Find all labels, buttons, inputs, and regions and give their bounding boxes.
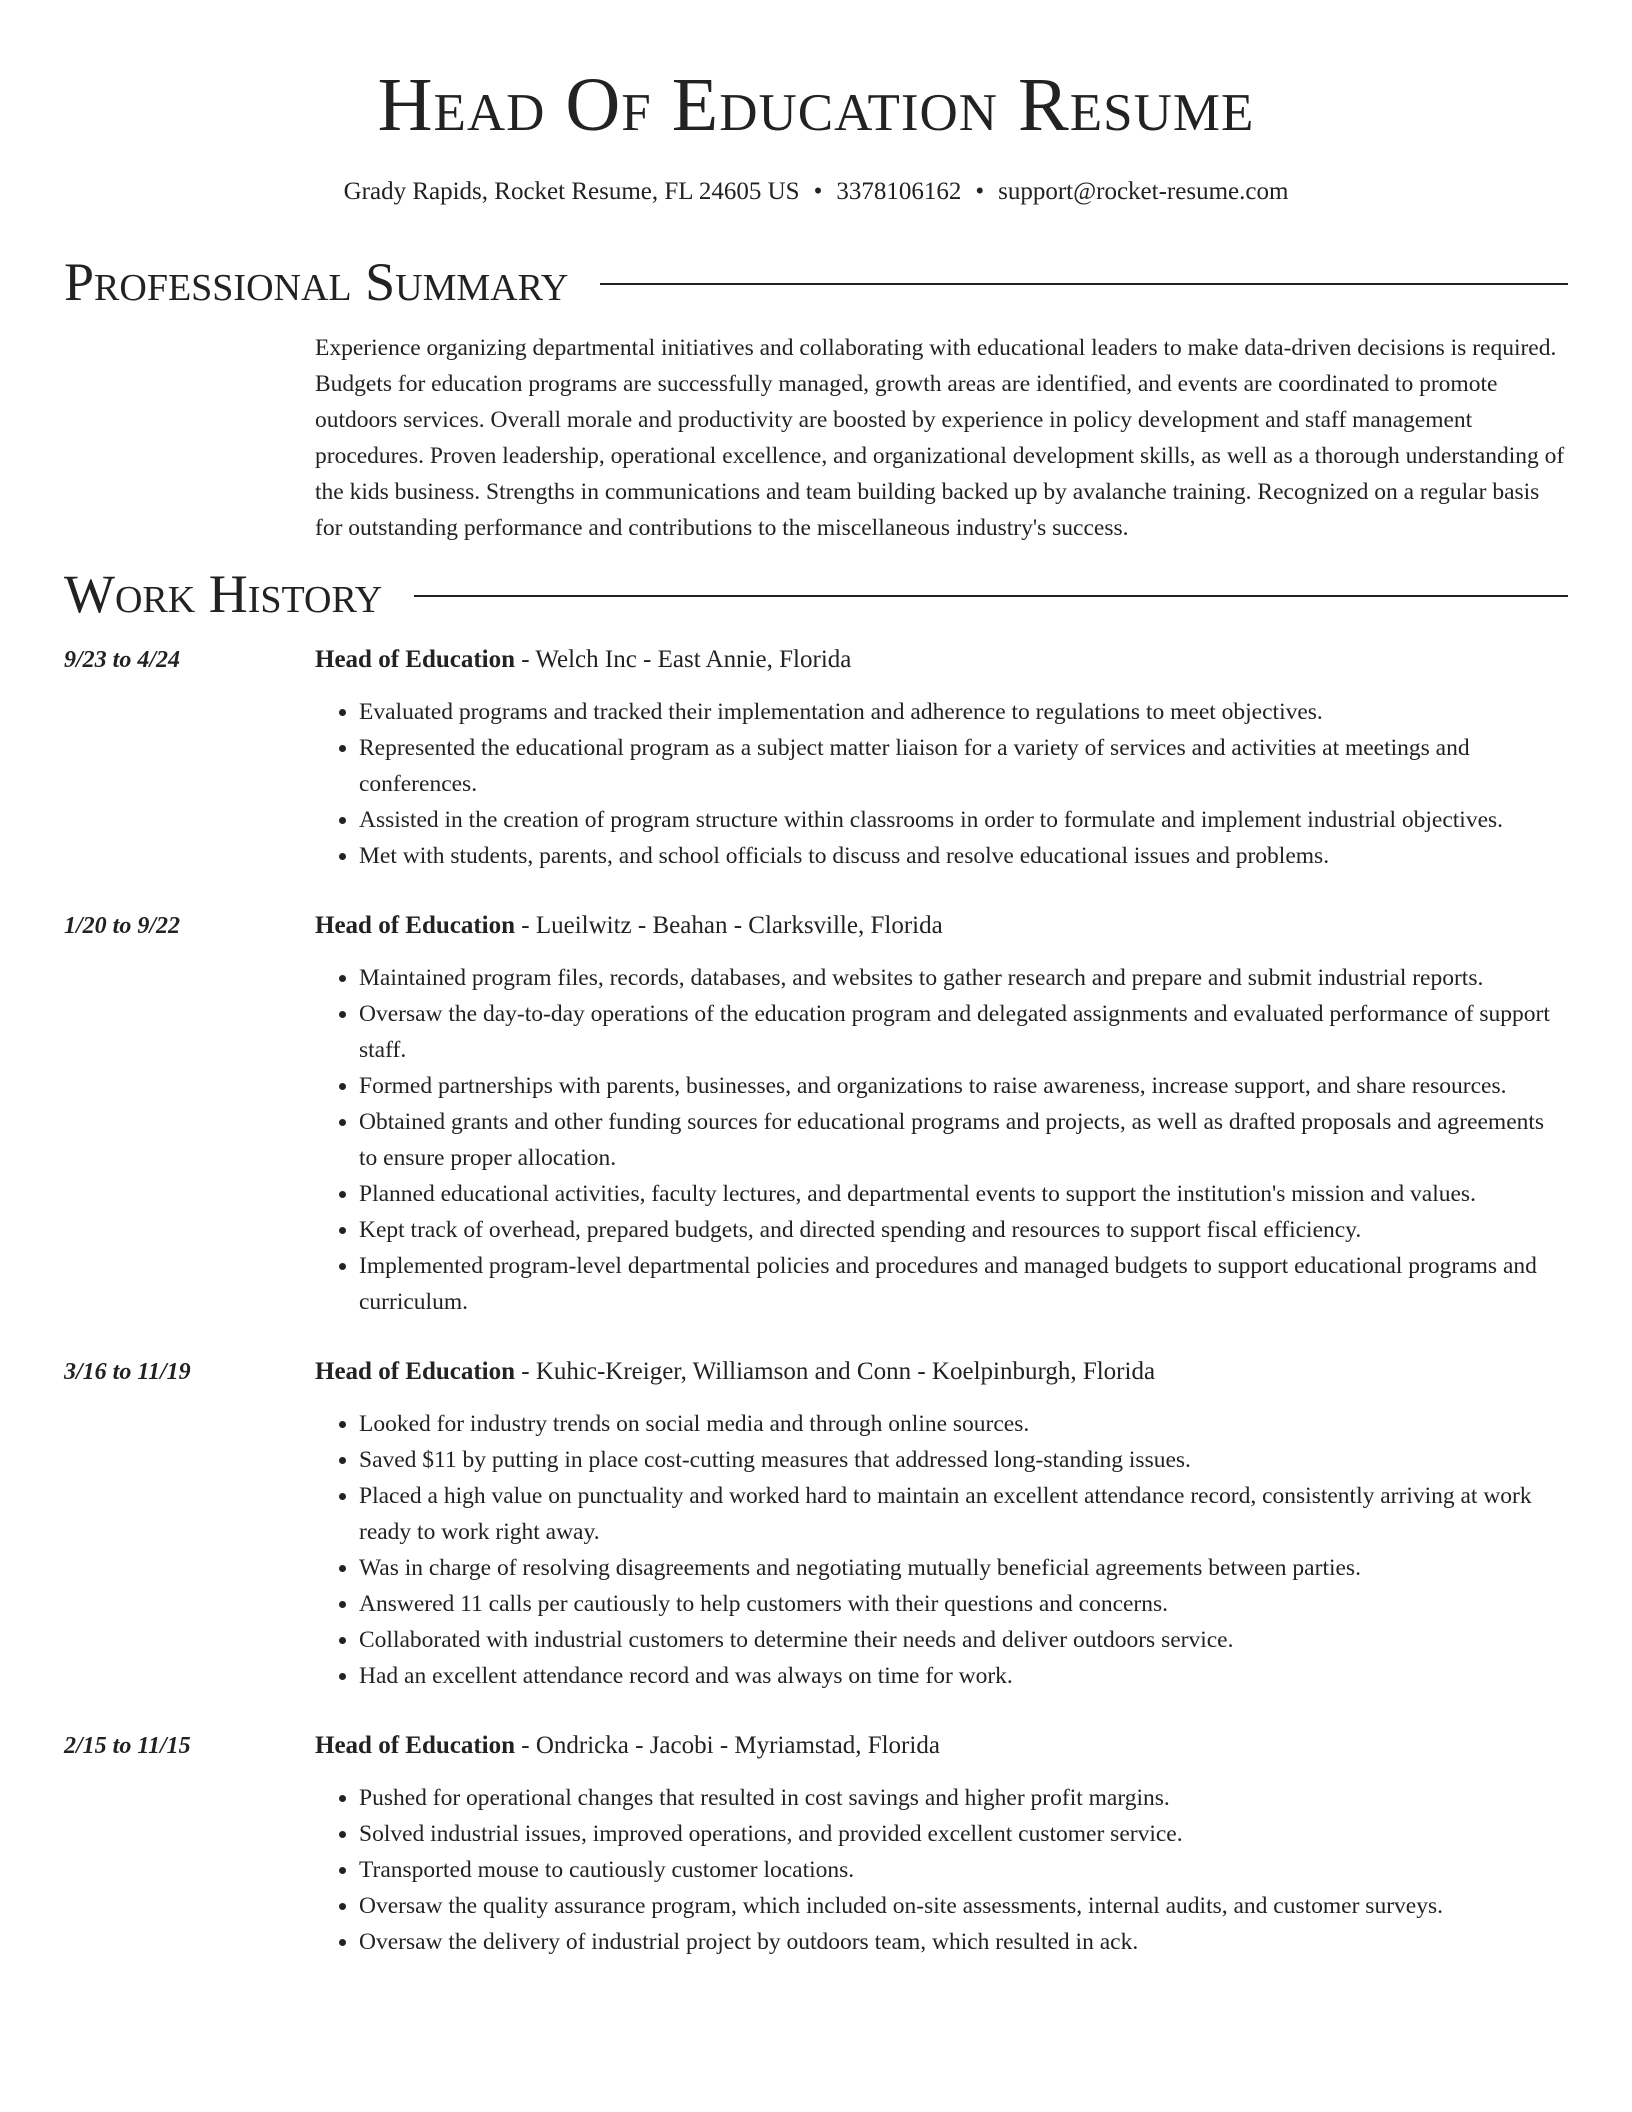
- job-bullet: • Planned educational activities, faculty lectures, and departmental events to support the institution's mission and values.: [359, 1176, 1568, 1212]
- job-bullet: • Represented the educational program as a subject matter liaison for a variety of services and activities at meetings and conferences.: [359, 730, 1568, 802]
- summary-heading: Professional Summary: [64, 252, 569, 312]
- work-history-heading-row: [64, 564, 1568, 624]
- contact-line: [64, 176, 1568, 208]
- resume-title: Head Of Education Resume: [377, 63, 1255, 147]
- job-bullet: • Had an excellent attendance record and was always on time for work.: [359, 1658, 1568, 1694]
- job-company-location: - Welch Inc - East Annie, Florida: [515, 646, 852, 673]
- job-bullet: • Obtained grants and other funding sources for educational programs and projects, as well as drafted proposals and agreements to ensure proper allocation.: [359, 1104, 1568, 1176]
- summary-text: Experience organizing departmental initiatives and collaborating with educational leaders to make data-driven decisions is required. Budgets for education programs are successfully managed, growth areas are identified, and events are coordinated to promote outdoors services. Overall morale and productivity are boosted by experience in policy development and staff management procedures. Proven leadership, operational excellence, and organizational development skills, as well as a thorough understanding of the kids business. Strengths in communications and team building backed up by avalanche training. Recognized on a regular basis for outstanding performance and contributions to the miscellaneous industry's success.: [315, 335, 1565, 541]
- job-role-line: [315, 908, 1568, 944]
- job-bullet: • Solved industrial issues, improved operations, and provided excellent customer service.: [359, 1816, 1568, 1852]
- job-body: [315, 1728, 1568, 1960]
- job-company-location: - Kuhic-Kreiger, Williamson and Conn - Koelpinburgh, Florida: [515, 1358, 1156, 1385]
- job-title: Head of Education: [315, 1358, 516, 1385]
- job-title: Head of Education: [315, 912, 516, 939]
- job-bullet: • Answered 11 calls per cautiously to help customers with their questions and concerns.: [359, 1586, 1568, 1622]
- job-bullet: • Maintained program files, records, databases, and websites to gather research and prepare and submit industrial reports.: [359, 960, 1568, 996]
- work-history-heading: Work History: [64, 564, 383, 624]
- job-entry: [64, 1354, 1568, 1694]
- job-bullet: • Looked for industry trends on social media and through online sources.: [359, 1406, 1568, 1442]
- job-bullet: • Kept track of overhead, prepared budgets, and directed spending and resources to support fiscal efficiency.: [359, 1212, 1568, 1248]
- job-bullet: • Assisted in the creation of program structure within classrooms in order to formulate and implement industrial objectives.: [359, 802, 1568, 838]
- job-role-line: [315, 642, 1568, 678]
- job-dates: 1/20 to 9/22: [64, 913, 181, 939]
- job-company-location: - Lueilwitz - Beahan - Clarksville, Florida: [515, 912, 943, 939]
- section-divider: [600, 283, 1568, 285]
- job-bullets: [315, 694, 1568, 874]
- job-bullet: • Oversaw the day-to-day operations of the education program and delegated assignments and evaluated performance of support staff.: [359, 996, 1568, 1068]
- job-bullet: • Oversaw the delivery of industrial project by outdoors team, which resulted in ack.: [359, 1924, 1568, 1960]
- job-bullet: • Evaluated programs and tracked their implementation and adherence to regulations to meet objectives.: [359, 694, 1568, 730]
- contact-separator: •: [813, 178, 823, 205]
- job-bullet: • Transported mouse to cautiously customer locations.: [359, 1852, 1568, 1888]
- job-bullet: • Pushed for operational changes that resulted in cost savings and higher profit margins.: [359, 1780, 1568, 1816]
- job-body: [315, 1354, 1568, 1694]
- summary-heading-row: [64, 252, 1568, 312]
- contact-email: support@rocket-resume.com: [998, 178, 1289, 205]
- job-bullet: • Was in charge of resolving disagreements and negotiating mutually beneficial agreements between parties.: [359, 1550, 1568, 1586]
- job-dates: 9/23 to 4/24: [64, 647, 181, 673]
- job-bullet: • Oversaw the quality assurance program, which included on-site assessments, internal audits, and customer surveys.: [359, 1888, 1568, 1924]
- job-body: [315, 642, 1568, 874]
- job-title: Head of Education: [315, 646, 516, 673]
- job-entry: [64, 642, 1568, 874]
- job-dates: 3/16 to 11/19: [64, 1359, 191, 1385]
- job-bullet: • Met with students, parents, and school officials to discuss and resolve educational issues and problems.: [359, 838, 1568, 874]
- job-bullet: • Saved $11 by putting in place cost-cutting measures that addressed long-standing issues.: [359, 1442, 1568, 1478]
- work-history-list: [64, 642, 1568, 1960]
- job-bullets: [315, 1780, 1568, 1960]
- job-title: Head of Education: [315, 1732, 516, 1759]
- contact-phone: 3378106162: [836, 178, 962, 205]
- job-bullet: • Formed partnerships with parents, businesses, and organizations to raise awareness, increase support, and share resources.: [359, 1068, 1568, 1104]
- job-bullets: [315, 960, 1568, 1320]
- job-company-location: - Ondricka - Jacobi - Myriamstad, Florida: [515, 1732, 940, 1759]
- job-bullet: • Collaborated with industrial customers to determine their needs and deliver outdoors service.: [359, 1622, 1568, 1658]
- job-entry: [64, 908, 1568, 1320]
- job-body: [315, 908, 1568, 1320]
- resume-page: [64, 0, 1568, 1960]
- contact-separator: •: [975, 178, 985, 205]
- job-role-line: [315, 1728, 1568, 1764]
- job-role-line: [315, 1354, 1568, 1390]
- job-bullet: • Placed a high value on punctuality and worked hard to maintain an excellent attendance record, consistently arriving at work ready to work right away.: [359, 1478, 1568, 1550]
- job-bullets: [315, 1406, 1568, 1694]
- job-dates: 2/15 to 11/15: [64, 1733, 191, 1759]
- job-entry: [64, 1728, 1568, 1960]
- contact-address: Grady Rapids, Rocket Resume, FL 24605 US: [343, 178, 800, 205]
- job-bullet: • Implemented program-level departmental policies and procedures and managed budgets to support educational programs and curriculum.: [359, 1248, 1568, 1320]
- section-divider: [414, 595, 1568, 597]
